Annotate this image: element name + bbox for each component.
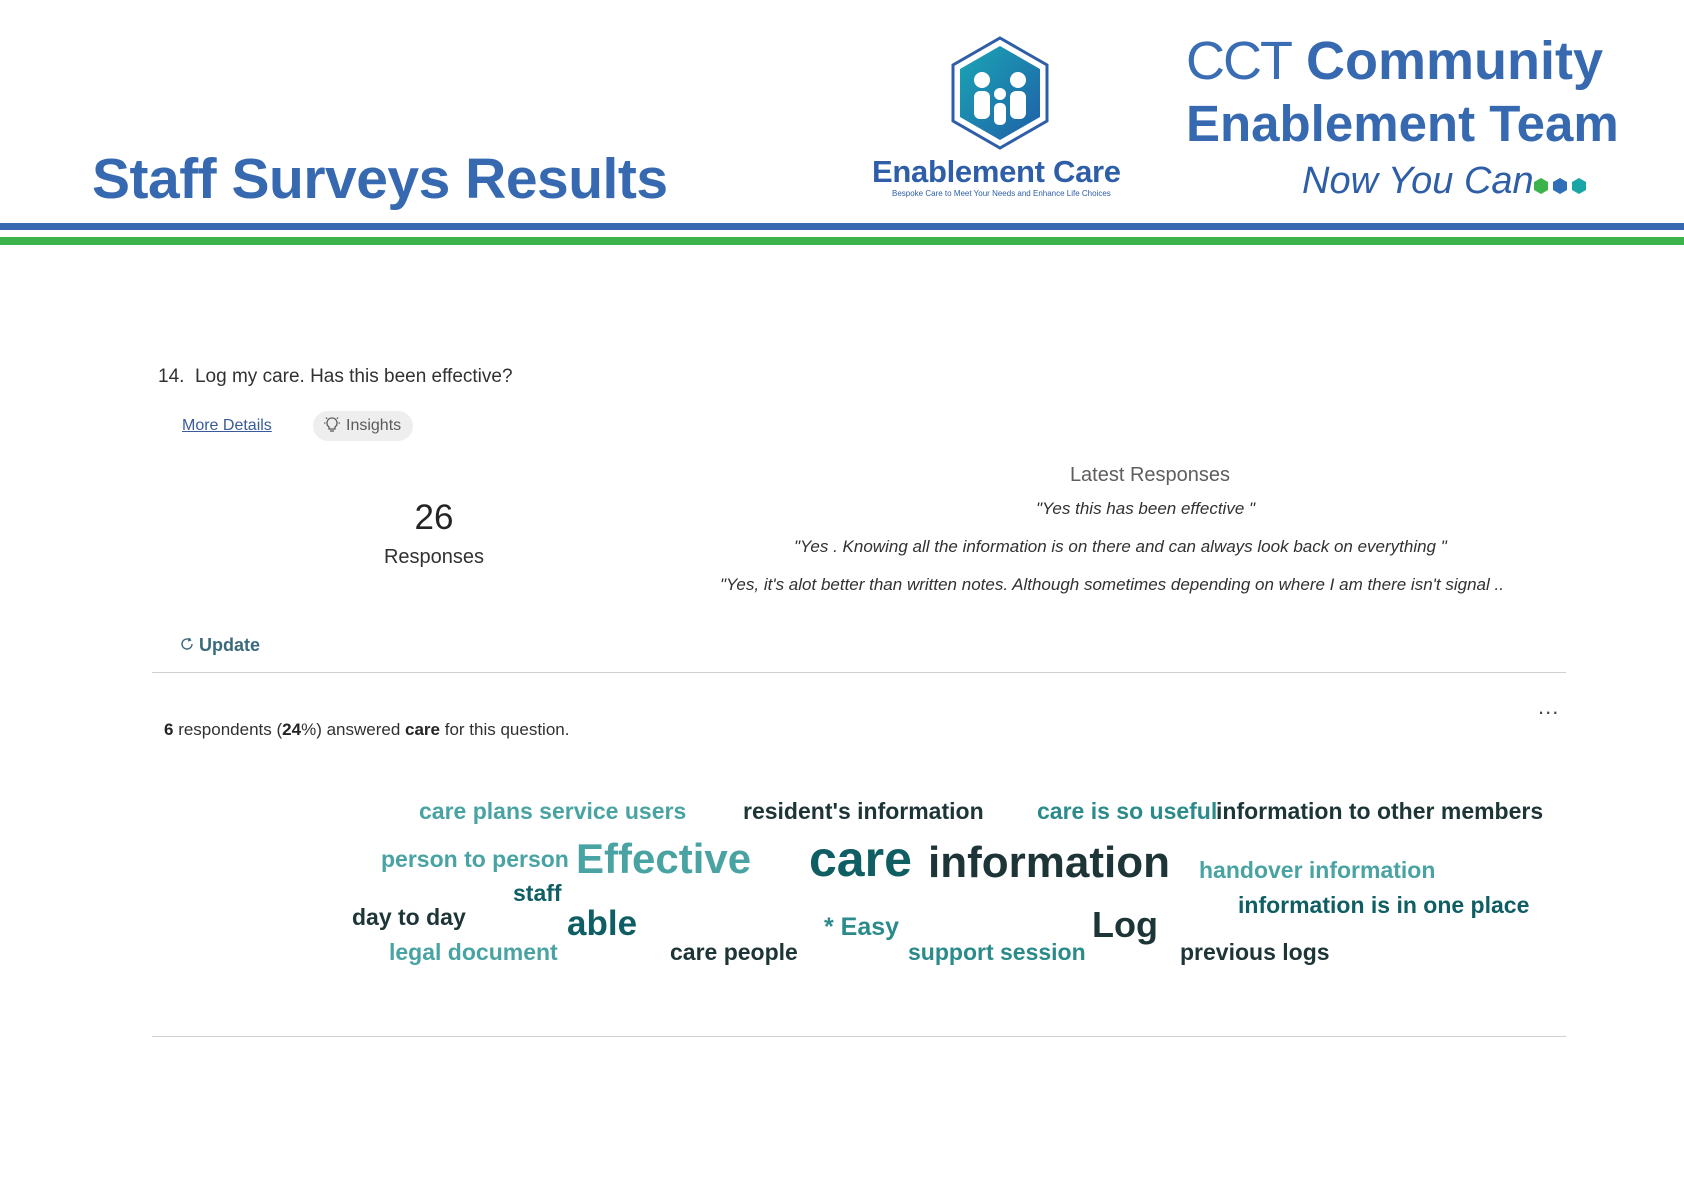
team-heading-line2: Enablement Team xyxy=(1186,95,1619,152)
word-cloud-term[interactable]: information xyxy=(928,838,1170,887)
insights-button[interactable] xyxy=(313,411,413,441)
question-text: Log my care. Has this been effective? xyxy=(194,366,513,387)
word-cloud-term[interactable]: information is in one place xyxy=(1238,892,1530,918)
cct-label: CCT xyxy=(1186,31,1291,91)
question-title xyxy=(158,366,513,388)
response-count: 26 xyxy=(414,498,454,537)
team-heading-line1 xyxy=(1186,30,1603,92)
word-cloud-term[interactable]: Effective xyxy=(576,835,752,882)
divider xyxy=(152,1036,1566,1037)
divider xyxy=(152,672,1566,673)
summary-count: 6 xyxy=(164,720,174,739)
summary-percent: 24 xyxy=(282,720,302,739)
latest-response: "Yes this has been effective " xyxy=(1036,499,1256,518)
refresh-icon xyxy=(180,635,194,656)
update-button[interactable] xyxy=(180,635,260,656)
slide-title: Staff Surveys Results xyxy=(92,147,668,211)
community-label: Community xyxy=(1306,31,1603,91)
cubes-icon xyxy=(1534,178,1591,199)
word-cloud-term[interactable]: legal document xyxy=(389,939,558,965)
word-cloud-term[interactable]: handover information xyxy=(1199,857,1436,883)
word-cloud-term[interactable]: person to person xyxy=(381,846,569,872)
logo-name: Enablement Care xyxy=(872,154,1121,189)
responses-label: Responses xyxy=(383,546,485,568)
logo-tagline: Bespoke Care to Meet Your Needs and Enhance Life Choices xyxy=(892,189,1111,198)
word-cloud-term[interactable]: staff xyxy=(513,880,562,906)
word-cloud-term[interactable]: day to day xyxy=(352,904,466,930)
header-rule-green xyxy=(0,237,1684,245)
insights-label: Insights xyxy=(346,417,402,434)
word-cloud-term[interactable]: Log xyxy=(1092,904,1158,945)
more-details-link[interactable]: More Details xyxy=(182,417,272,434)
slogan: Now You Can xyxy=(1302,160,1534,202)
word-cloud-term[interactable]: care people xyxy=(670,939,798,965)
word-cloud-term[interactable]: care plans service users xyxy=(419,798,687,824)
update-label: Update xyxy=(199,635,261,655)
header-rule-blue xyxy=(0,223,1684,230)
word-cloud-term[interactable]: able xyxy=(567,904,638,943)
latest-response: "Yes, it's alot better than written notes. Although sometimes depending on where I am there isn't signal .. xyxy=(720,575,1504,594)
word-cloud-term[interactable]: support session xyxy=(908,939,1086,965)
lightbulb-icon xyxy=(323,415,341,438)
question-number: 14. xyxy=(158,366,185,387)
word-cloud-term[interactable]: care xyxy=(809,831,912,887)
word-cloud-term[interactable]: information to other members xyxy=(1216,798,1544,824)
word-cloud-term[interactable]: resident's information xyxy=(743,798,984,824)
summary-keyword: care xyxy=(405,720,440,739)
keyword-summary: 6 respondents (24%) answered care for this question. xyxy=(164,720,570,739)
latest-responses-title: Latest Responses xyxy=(1069,464,1231,486)
word-cloud-term[interactable]: * Easy xyxy=(824,913,900,941)
enablement-care-logo-icon xyxy=(950,36,1050,150)
more-options-button[interactable]: ... xyxy=(1538,694,1560,719)
latest-response: "Yes . Knowing all the information is on there and can always look back on everything " xyxy=(794,537,1447,556)
word-cloud-term[interactable]: care is so useful xyxy=(1037,798,1218,824)
word-cloud-term[interactable]: previous logs xyxy=(1180,939,1330,965)
